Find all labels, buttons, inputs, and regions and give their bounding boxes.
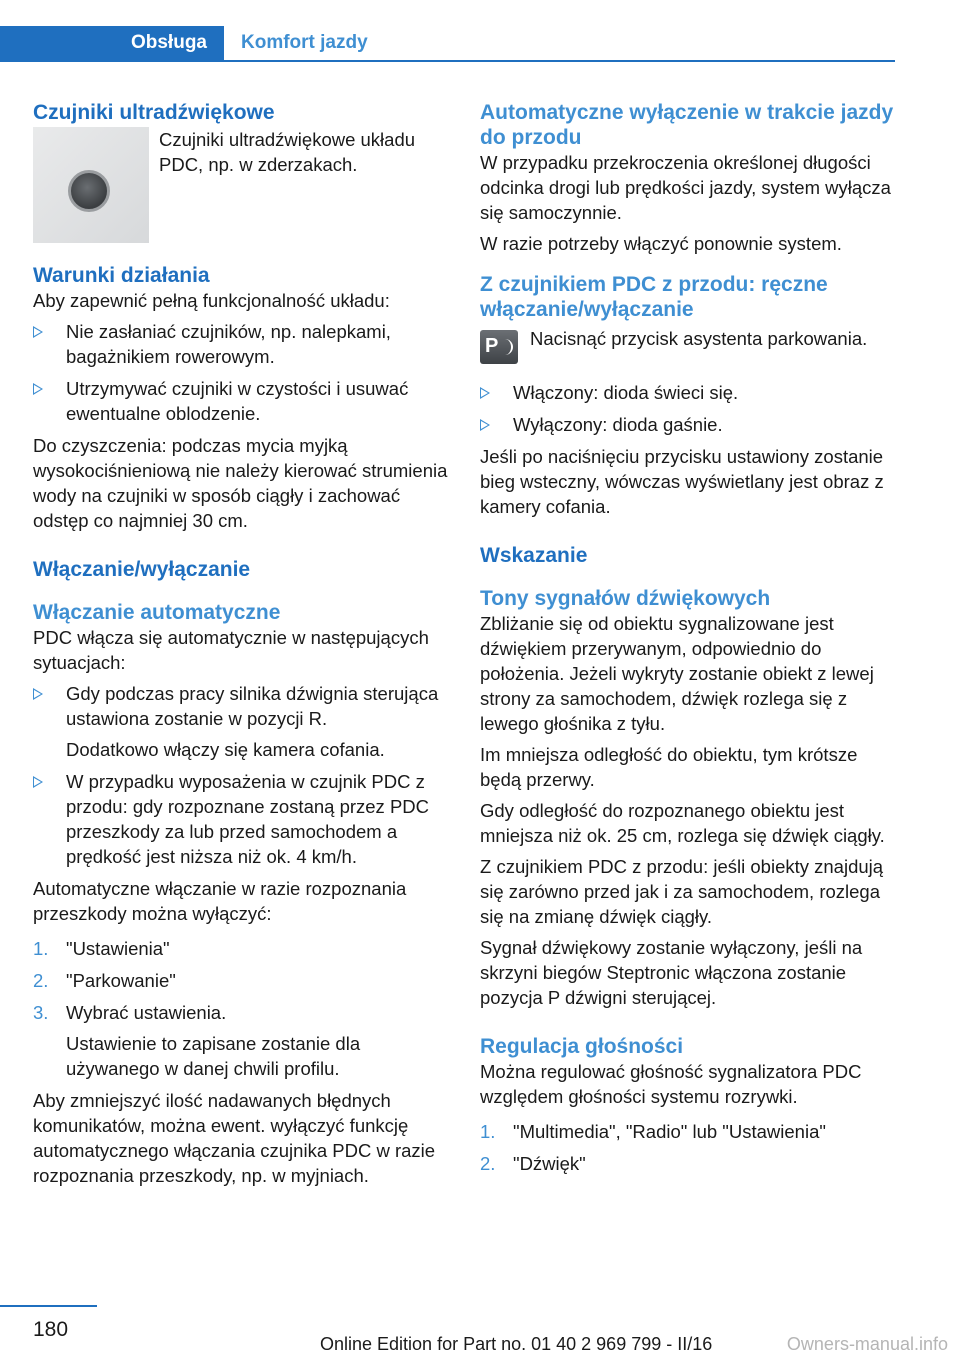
sensor-caption: Czujniki ultradźwiękowe układu PDC, np. w zderzakach. [159, 129, 416, 175]
list-item: Wyłączony: dioda gaśnie. [480, 412, 895, 437]
heading-volume: Regulacja głośności [480, 1035, 684, 1058]
tones-p4: Z czujnikiem PDC z przodu: jeśli obiekty znajdują się zarówno przed jak i za samochodem, rozlega się na zmianę dźwięk ciągły. [480, 856, 884, 927]
cleaning-text: Do czyszczenia: podczas mycia myjką wysokociśnieniową nie należy kierować strumienia wody na czujniki w sposób ciągły i zachować odstęp co najmniej 30 cm. [33, 435, 448, 531]
steps-list [33, 936, 448, 1081]
bullet-triangle-icon [33, 383, 43, 395]
page-number-rule [0, 1305, 97, 1307]
reduce-text: Aby zmniejszyć ilość nadawanych błędnych komunikatów, można ewent. wyłączyć funkcję automatycznego włączania czujnika PDC w razie rozpoznania przeszkody, np. w myjniach. [33, 1090, 436, 1186]
bullet-triangle-icon [480, 387, 490, 399]
watermark: Owners-manual.info [786, 1334, 948, 1354]
reenable-text: W razie potrzeby włączyć ponownie system. [480, 233, 842, 254]
auto-off-text: W przypadku przekroczenia określonej długości odcinka drogi lub prędkości jazdy, system wyłącza się samoczynnie. [480, 152, 891, 223]
reverse-text: Jeśli po naciśnięciu przycisku ustawiony zostanie bieg wsteczny, wówczas wyświetlany jest obraz z kamery cofania. [480, 446, 884, 517]
bullet-triangle-icon [33, 326, 43, 338]
heading-switch: Włączanie/wyłączanie [33, 558, 251, 581]
right-column [480, 100, 895, 1183]
tab-obsluga-label: Obsługa [130, 32, 207, 53]
left-column [33, 100, 448, 1194]
tones-p2: Im mniejsza odległość do obiektu, tym krótsze będą przerwy. [480, 744, 858, 790]
list-item: 1. "Ustawienia" [33, 938, 170, 959]
header-tabs [0, 26, 895, 62]
list-item: 3. Wybrać ustawienia. Ustawienie to zapisane zostanie dla używanego w danej chwili profilu. [33, 1002, 361, 1079]
park-assist-button-icon: P [480, 330, 518, 364]
sensor-icon [68, 170, 110, 212]
list-item: Włączony: dioda świeci się. [480, 380, 895, 405]
page-number: 180 [33, 1318, 69, 1341]
heading-tones: Tony sygnałów dźwiękowych [480, 587, 771, 610]
list-item: 2. "Parkowanie" [33, 970, 176, 991]
tones-p3: Gdy odległość do rozpoznanego obiektu jest mniejsza niż ok. 25 cm, rozlega się dźwięk ciągły. [480, 800, 885, 846]
list-item: Gdy podczas pracy silnika dźwignia sterująca ustawiona zostanie w pozycji R. Dodatkowo włączy się kamera cofania. [33, 681, 448, 762]
heading-auto-off: Automatyczne wyłączenie w trakcie jazdy do przodu [480, 101, 894, 149]
auto-intro: PDC włącza się automatycznie w następujących sytuacjach: [33, 627, 429, 673]
list-item: Nie zasłaniać czujników, np. nalepkami, bagażnikiem rowerowym. [33, 319, 448, 369]
manual-list [480, 380, 895, 437]
button-text: Nacisnąć przycisk asystenta parkowania. [530, 328, 868, 349]
list-item: 1. "Multimedia", "Radio" lub "Ustawienia" [480, 1121, 826, 1142]
volume-text: Można regulować głośność sygnalizatora PDC względem głośności systemu rozrywki. [480, 1061, 862, 1107]
heading-sensors: Czujniki ultradźwiękowe [33, 101, 275, 124]
ultrasonic-sensor-image [33, 127, 149, 243]
auto-list [33, 681, 448, 869]
park-assist-button-row [480, 326, 895, 364]
volume-steps [480, 1119, 895, 1176]
tones-p5: Sygnał dźwiękowy zostanie wyłączony, jeśli na skrzyni biegów Steptronic włączona zostanie pozycja P dźwigni sterującej. [480, 937, 863, 1008]
list-item: Utrzymywać czujniki w czystości i usuwać ewentualne oblodzenie. [33, 376, 448, 426]
tab-komfort-jazdy[interactable]: Komfort jazdy [241, 32, 368, 53]
edition-text: Online Edition for Part no. 01 40 2 969 799 - II/16 [320, 1334, 713, 1354]
auto-off-text: Automatyczne włączanie w razie rozpoznania przeszkody można wyłączyć: [33, 878, 407, 924]
bullet-triangle-icon [33, 776, 43, 788]
sensor-figure [33, 127, 448, 243]
tones-p1: Zbliżanie się od obiektu sygnalizowane jest dźwiękiem przerywanym, odpowiednio do położenia. Jeżeli wykryty zostanie obiekt z lewej strony za samochodem, dźwięk rozlega się z lewego głośnika z tyłu. [480, 613, 874, 734]
heading-conditions: Warunki działania [33, 264, 210, 287]
list-item: W przypadku wyposażenia w czujnik PDC z przodu: gdy rozpoznane zostaną przez PDC przeszkody za lub przed samochodem a prędkość jest niższa niż ok. 4 km/h. [33, 769, 448, 869]
conditions-intro: Aby zapewnić pełną funkcjonalność układu: [33, 290, 390, 311]
conditions-list [33, 319, 448, 426]
heading-manual: Z czujnikiem PDC z przodu: ręczne włączanie/wyłączanie [480, 273, 828, 321]
bullet-triangle-icon [480, 419, 490, 431]
heading-display: Wskazanie [480, 544, 588, 567]
header-rule [0, 60, 895, 62]
tab-obsluga[interactable] [0, 26, 224, 60]
list-item: 2. "Dźwięk" [480, 1153, 586, 1174]
heading-auto: Włączanie automatyczne [33, 601, 281, 624]
bullet-triangle-icon [33, 688, 43, 700]
